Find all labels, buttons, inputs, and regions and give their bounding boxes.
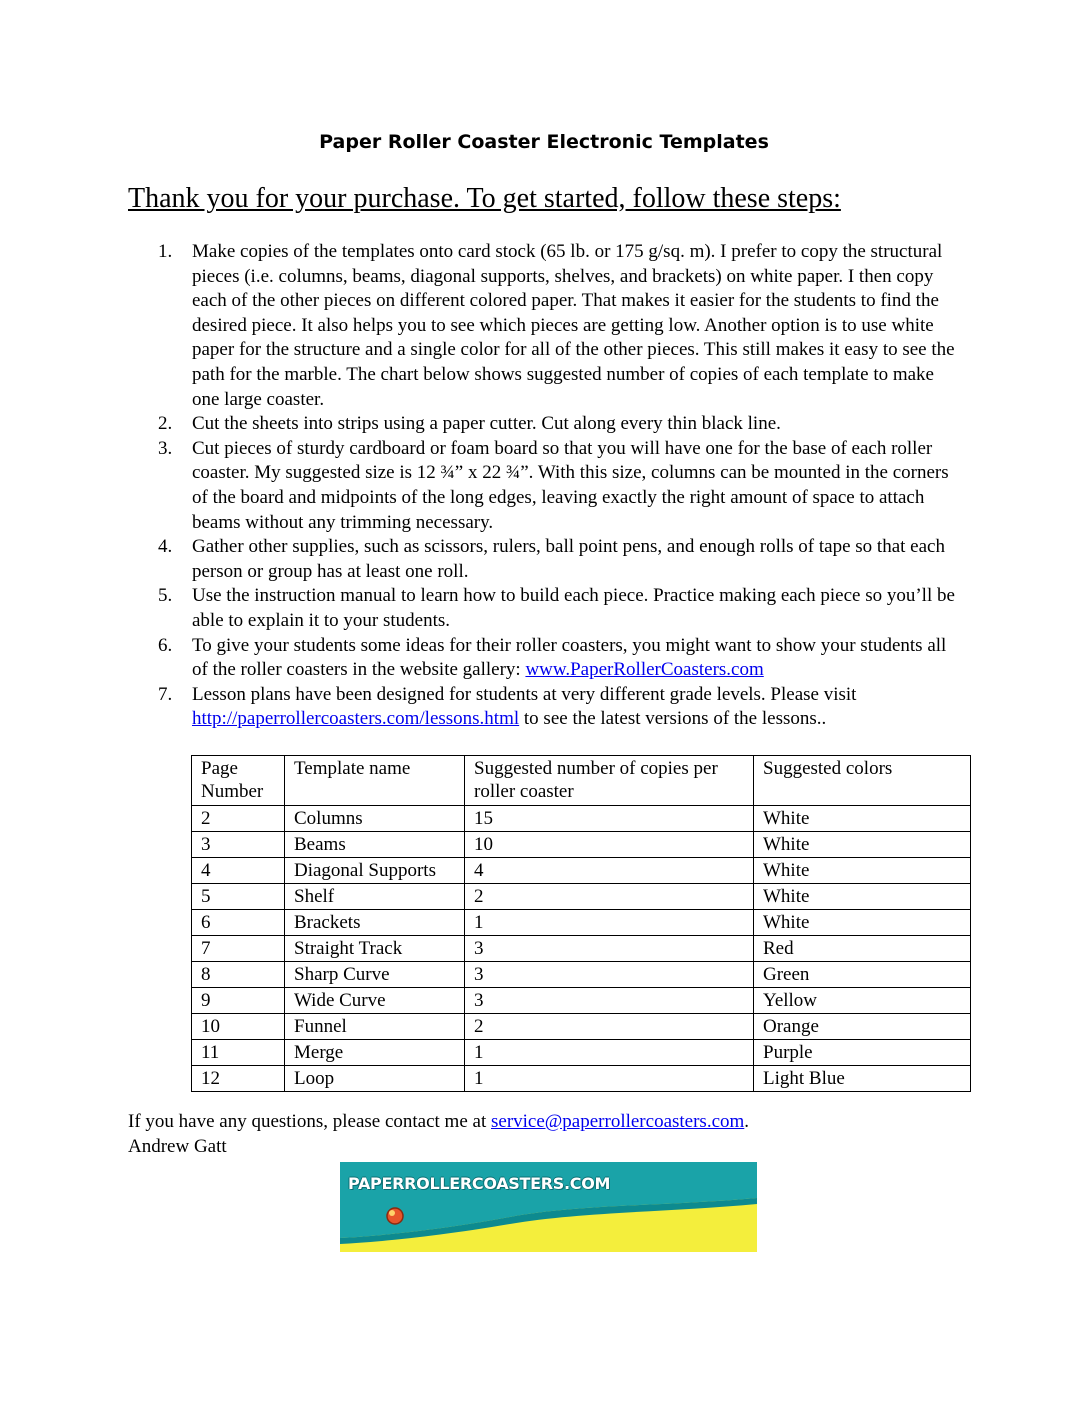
step-item: [128, 634, 958, 683]
table-row: [192, 832, 971, 858]
step-item: [128, 412, 958, 437]
step-number: 5.: [158, 585, 173, 607]
cell-copies: 1: [465, 910, 754, 936]
table-row: [192, 910, 971, 936]
contact-block: [128, 1110, 749, 1159]
step-text-after: to see the latest versions of the lessons..: [519, 708, 827, 730]
cell-template-name: Brackets: [285, 910, 465, 936]
cell-color: Green: [754, 962, 971, 988]
logo-text: PAPERROLLERCOASTERS.COM: [348, 1174, 611, 1193]
cell-template-name: Straight Track: [285, 936, 465, 962]
cell-page-number: 7: [192, 936, 285, 962]
header-colors: Suggested colors: [754, 756, 971, 806]
step-item: [128, 437, 958, 535]
step-item: [128, 584, 958, 633]
steps-list: [128, 240, 958, 732]
step-number: 6.: [158, 634, 173, 656]
table-row: [192, 962, 971, 988]
table-row: [192, 806, 971, 832]
cell-page-number: 8: [192, 962, 285, 988]
table-row: [192, 884, 971, 910]
step-item: [128, 535, 958, 584]
cell-copies: 10: [465, 832, 754, 858]
step-text: Use the instruction manual to learn how to build each piece. Practice making each piece so you’ll be able to explain it to your students.: [192, 585, 955, 631]
cell-page-number: 9: [192, 988, 285, 1014]
cell-copies: 3: [465, 988, 754, 1014]
cell-template-name: Funnel: [285, 1014, 465, 1040]
step-text: To give your students some ideas for their roller coasters, you might want to show your students all of the roller coasters in the website gallery:: [192, 634, 947, 681]
step-number: 1.: [158, 241, 173, 262]
cell-copies: 1: [465, 1040, 754, 1066]
cell-color: Orange: [754, 1014, 971, 1040]
contact-line: [128, 1110, 749, 1135]
cell-color: Purple: [754, 1040, 971, 1066]
cell-color: Light Blue: [754, 1066, 971, 1092]
contact-text: If you have any questions, please contact me at: [128, 1111, 491, 1132]
cell-template-name: Sharp Curve: [285, 962, 465, 988]
table-row: [192, 1040, 971, 1066]
cell-color: White: [754, 910, 971, 936]
cell-copies: 2: [465, 884, 754, 910]
cell-template-name: Beams: [285, 832, 465, 858]
cell-color: Red: [754, 936, 971, 962]
header-copies: Suggested number of copies per roller coaster: [465, 756, 754, 806]
step-item: [128, 240, 958, 412]
cell-copies: 3: [465, 962, 754, 988]
email-link[interactable]: service@paperrollercoasters.com: [491, 1111, 745, 1132]
cell-page-number: 11: [192, 1040, 285, 1066]
cell-color: White: [754, 858, 971, 884]
cell-color: White: [754, 806, 971, 832]
step-text: Cut the sheets into strips using a paper cutter. Cut along every thin black line.: [192, 413, 781, 435]
cell-page-number: 3: [192, 832, 285, 858]
step-number: 4.: [158, 536, 173, 558]
author-name: Andrew Gatt: [128, 1135, 227, 1157]
cell-copies: 2: [465, 1014, 754, 1040]
table-row: [192, 858, 971, 884]
table-row: [192, 1066, 971, 1092]
cell-page-number: 2: [192, 806, 285, 832]
step-text: Make copies of the templates onto card stock (65 lb. or 175 g/sq. m). I prefer to copy the structural pieces (i.e. columns, beams, diagonal supports, shelves, and brackets) on white paper. I then copy each of the other pieces on different colored paper. That makes it easier for the students to find the desired piece. It also helps you to see which pieces are getting low. Another option is to use white paper for the structure and a single color for all of the other pieces. This still makes it easy to see the path for the marble. The chart below shows suggested number of copies of each template to make one large coaster.: [192, 241, 955, 410]
cell-color: Yellow: [754, 988, 971, 1014]
step-link[interactable]: www.PaperRollerCoasters.com: [525, 659, 764, 681]
step-item: [128, 683, 958, 732]
cell-copies: 3: [465, 936, 754, 962]
document-title: Paper Roller Coaster Electronic Templates: [319, 131, 769, 153]
header-template-name: Template name: [285, 756, 465, 806]
cell-template-name: Merge: [285, 1040, 465, 1066]
cell-copies: 1: [465, 1066, 754, 1092]
logo-banner: [340, 1162, 757, 1252]
contact-period: .: [744, 1111, 750, 1132]
cell-copies: 4: [465, 858, 754, 884]
subtitle: Thank you for your purchase. To get started, follow these steps:: [128, 183, 841, 214]
step-number: 7.: [158, 683, 173, 705]
cell-template-name: Loop: [285, 1066, 465, 1092]
cell-template-name: Shelf: [285, 884, 465, 910]
step-text: Lesson plans have been designed for students at very different grade levels. Please visit: [192, 683, 857, 705]
cell-copies: 15: [465, 806, 754, 832]
step-text: Gather other supplies, such as scissors, rulers, ball point pens, and enough rolls of tape so that each person or group has at least one roll.: [192, 536, 945, 582]
step-link[interactable]: http://paperrollercoasters.com/lessons.html: [192, 708, 520, 730]
step-number: 3.: [158, 437, 173, 459]
cell-template-name: Columns: [285, 806, 465, 832]
step-text: Cut pieces of sturdy cardboard or foam board so that you will have one for the base of each roller coaster. My suggested size is 12 ¾” x 22 ¾”. With this size, columns can be mounted in the corners of the board and midpoints of the long edges, leaving exactly the right amount of space to attach beams without any trimming necessary.: [192, 437, 949, 533]
cell-page-number: 6: [192, 910, 285, 936]
step-number: 2.: [158, 413, 173, 435]
cell-page-number: 10: [192, 1014, 285, 1040]
cell-page-number: 4: [192, 858, 285, 884]
cell-template-name: Diagonal Supports: [285, 858, 465, 884]
templates-table: [191, 755, 971, 1092]
table-row: [192, 936, 971, 962]
table-row: [192, 1014, 971, 1040]
cell-color: White: [754, 884, 971, 910]
cell-page-number: 5: [192, 884, 285, 910]
cell-color: White: [754, 832, 971, 858]
table-header-row: [192, 756, 971, 806]
table-body: [192, 806, 971, 1092]
table-row: [192, 988, 971, 1014]
header-page-number: Page Number: [192, 756, 285, 806]
cell-template-name: Wide Curve: [285, 988, 465, 1014]
cell-page-number: 12: [192, 1066, 285, 1092]
